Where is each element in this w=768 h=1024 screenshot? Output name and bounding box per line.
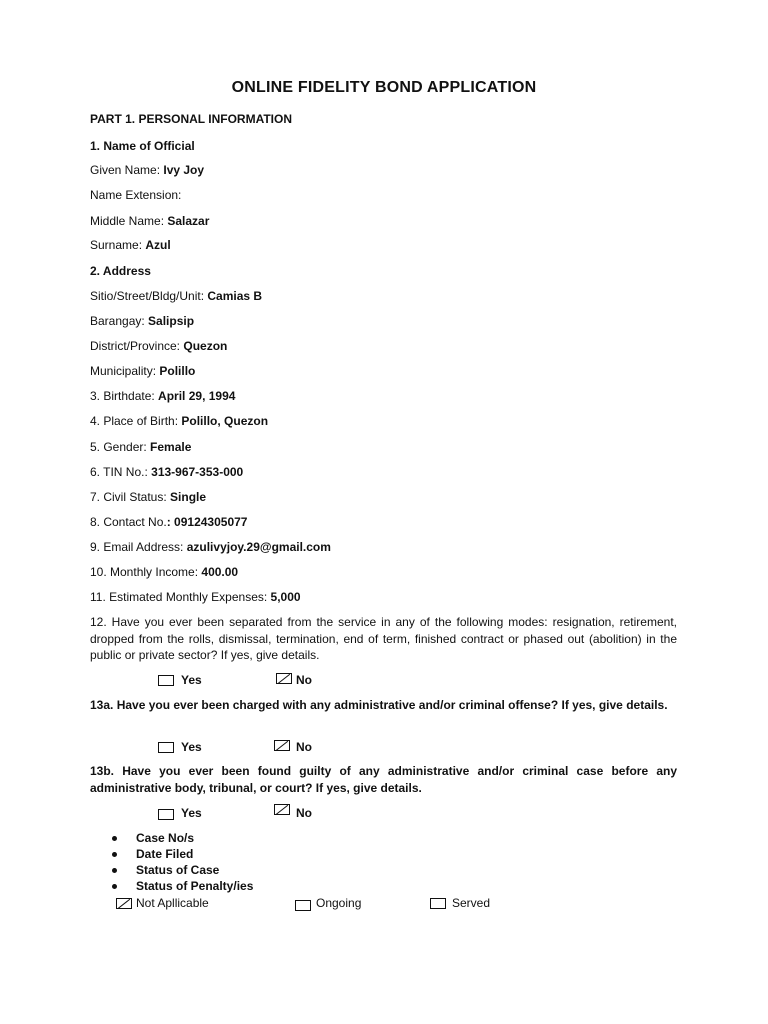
bullet-date-filed: Date Filed (136, 847, 194, 861)
form-title: ONLINE FIDELITY BOND APPLICATION (231, 79, 537, 96)
bullet-icon (112, 868, 117, 873)
field-label: 11. Estimated Monthly Expenses: (90, 590, 271, 604)
q13a-no-checkbox[interactable] (274, 740, 290, 751)
address-heading: 2. Address (90, 264, 151, 278)
question-13a: 13a. Have you ever been charged with any administrative and/or criminal offense? If yes, give details. (90, 698, 668, 712)
q12-no-checkbox[interactable] (276, 673, 292, 684)
tin-value: 313-967-353-000 (151, 465, 244, 479)
surname-row (90, 237, 171, 253)
surname-value: Azul (145, 238, 171, 252)
question-12: 12. Have you ever been separated from the service in any of the following modes: resignation, retirement, dropped from the rolls, dismissal, termination, end of term, finished contract or phased out (abolition) in the public or private sector? If yes, give details. (90, 615, 677, 662)
birthdate-row (90, 388, 235, 404)
email-row (90, 539, 331, 555)
not-applicable-label: Not Apllicable (136, 896, 209, 910)
field-label: 9. Email Address: (90, 540, 187, 554)
birthdate-value: April 29, 1994 (158, 389, 236, 403)
bullet-icon (112, 884, 117, 889)
given-name-row (90, 162, 204, 178)
province-row (90, 338, 227, 354)
field-label: 6. TIN No.: (90, 465, 152, 479)
municipality-value: Polillo (159, 364, 196, 378)
bullet-status-of-penalty: Status of Penalty/ies (136, 879, 254, 893)
contact-row (90, 514, 247, 530)
street-value: Camias B (207, 289, 263, 303)
q13a-yes-checkbox[interactable] (158, 742, 174, 753)
part1-heading: PART 1. PERSONAL INFORMATION (90, 112, 293, 126)
middle-name-row (90, 213, 209, 229)
income-row (90, 564, 238, 580)
municipality-row (90, 363, 195, 379)
field-label: 10. Monthly Income: (90, 565, 202, 579)
q13b-no-checkbox[interactable] (274, 804, 290, 815)
province-value: Quezon (183, 339, 228, 353)
gender-row (90, 439, 191, 455)
street-row (90, 288, 262, 304)
field-label: Municipality: (90, 364, 160, 378)
bullet-icon (112, 836, 117, 841)
tin-row (90, 464, 243, 480)
q12-no-label: No (296, 673, 312, 687)
barangay-row (90, 313, 194, 329)
contact-value: : 09124305077 (166, 515, 248, 529)
expenses-row (90, 589, 301, 605)
civil-status-row (90, 489, 206, 505)
q13b-no-label: No (296, 806, 312, 820)
field-label: Sitio/Street/Bldg/Unit: (90, 289, 208, 303)
email-value: azulivyjoy.29@gmail.com (186, 540, 331, 554)
field-label: Middle Name: (90, 214, 168, 228)
given-name-value: Ivy Joy (163, 163, 205, 177)
served-checkbox[interactable] (430, 898, 446, 909)
birthplace-row (90, 413, 268, 429)
field-label: Given Name: (90, 163, 164, 177)
field-label: Surname: (90, 238, 146, 252)
q13b-yes-checkbox[interactable] (158, 809, 174, 820)
field-label: 5. Gender: (90, 440, 151, 454)
expenses-value: 5,000 (270, 590, 301, 604)
gender-value: Female (150, 440, 192, 454)
question-13b: 13b. Have you ever been found guilty of any administrative and/or criminal case before any administrative body, tribunal, or court? If yes, give details. (90, 764, 677, 795)
income-value: 400.00 (201, 565, 239, 579)
q12-yes-label: Yes (181, 673, 202, 687)
served-label: Served (452, 896, 491, 910)
q13a-yes-label: Yes (181, 740, 202, 754)
bullet-icon (112, 852, 117, 857)
name-heading: 1. Name of Official (90, 139, 195, 153)
field-label: Name Extension: (90, 188, 182, 202)
field-label: 4. Place of Birth: (90, 414, 182, 428)
field-label: 3. Birthdate: (90, 389, 159, 403)
field-label: 8. Contact No. (90, 515, 167, 529)
field-label: District/Province: (90, 339, 184, 353)
name-extension-row (90, 187, 181, 203)
middle-name-value: Salazar (167, 214, 210, 228)
barangay-value: Salipsip (148, 314, 195, 328)
birthplace-value: Polillo, Quezon (181, 414, 269, 428)
ongoing-checkbox[interactable] (295, 900, 311, 911)
q13b-yes-label: Yes (181, 806, 202, 820)
bullet-case-no: Case No/s (136, 831, 195, 845)
q13a-no-label: No (296, 740, 312, 754)
civil-status-value: Single (170, 490, 207, 504)
bullet-status-of-case: Status of Case (136, 863, 220, 877)
q12-yes-checkbox[interactable] (158, 675, 174, 686)
not-applicable-checkbox[interactable] (116, 898, 132, 909)
field-label: Barangay: (90, 314, 149, 328)
ongoing-label: Ongoing (316, 896, 362, 910)
field-label: 7. Civil Status: (90, 490, 171, 504)
